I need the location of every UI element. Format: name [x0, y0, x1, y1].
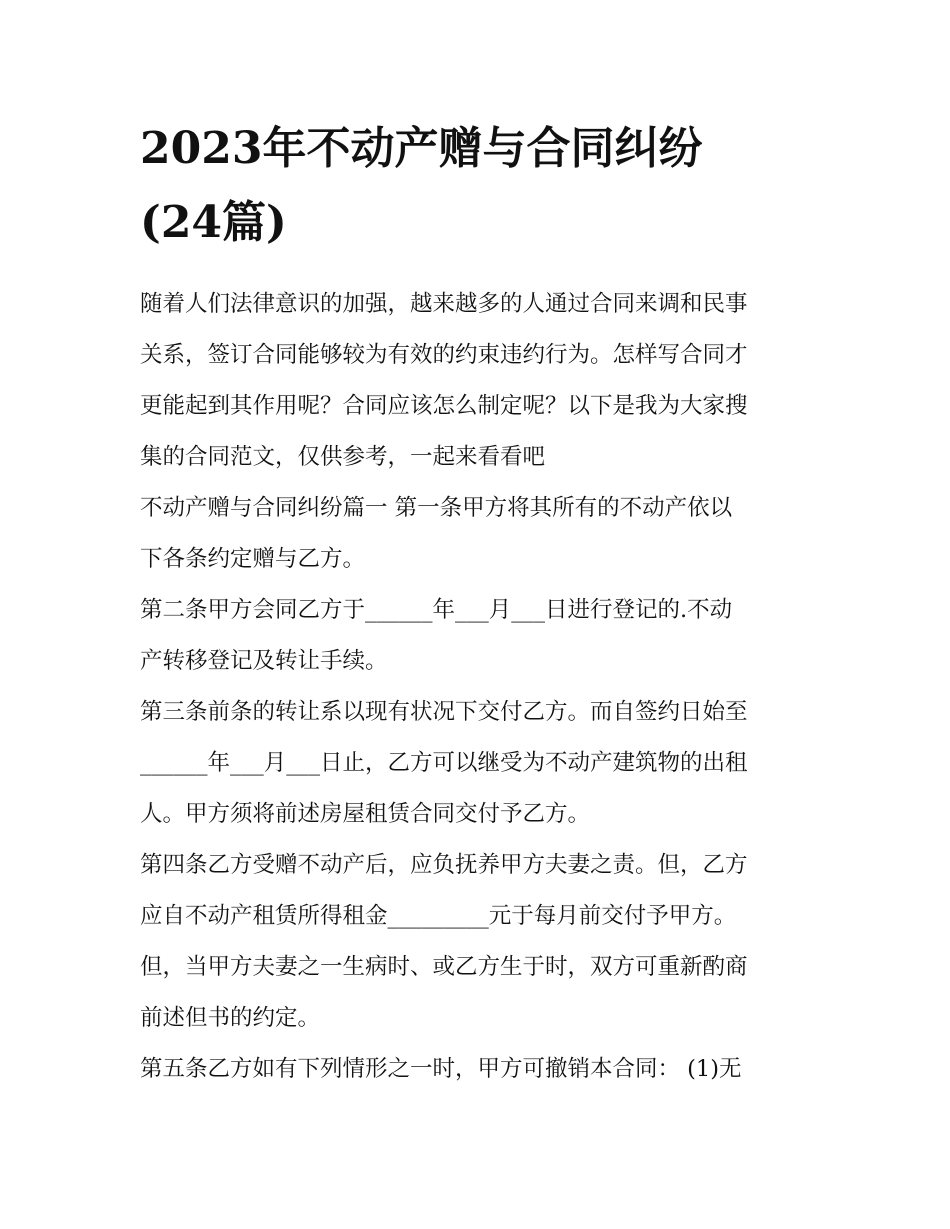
article-3-paragraph — [140, 687, 820, 840]
document-body — [140, 279, 820, 1095]
title-line: 2023年不动产赠与合同纠纷 — [140, 123, 703, 174]
article-2-paragraph — [140, 585, 820, 687]
intro-paragraph — [140, 279, 820, 483]
text-line: 第四条乙方受赠不动产后，应负抚养甲方夫妻之责。但，乙方 — [140, 852, 748, 878]
text-line: 第三条前条的转让系以现有状况下交付乙方。而自签约日始至 — [140, 699, 748, 725]
article-1-paragraph — [140, 483, 820, 585]
text-line: 产转移登记及转让手续。 — [140, 648, 388, 674]
text-line: 更能起到其作用呢？合同应该怎么制定呢？以下是我为大家搜 — [140, 393, 748, 419]
text-line: 关系，签订合同能够较为有效的约束违约行为。怎样写合同才 — [140, 342, 748, 368]
text-line: 但，当甲方夫妻之一生病时、或乙方生于时，双方可重新酌商 — [140, 954, 748, 980]
text-line: ______年___月___日止，乙方可以继受为不动产建筑物的出租 — [140, 750, 748, 776]
text-line: 第二条甲方会同乙方于______年___月___日进行登记的.不动 — [140, 597, 733, 623]
text-line: 人。甲方须将前述房屋租赁合同交付予乙方。 — [140, 801, 591, 827]
text-line: 不动产赠与合同纠纷篇一 第一条甲方将其所有的不动产依以 — [140, 495, 733, 521]
title-line: (24篇) — [140, 197, 287, 248]
article-5-paragraph — [140, 1044, 820, 1095]
text-line: 集的合同范文，仅供参考，一起来看看吧 — [140, 444, 546, 470]
article-4-paragraph — [140, 840, 820, 1044]
text-line: 下各条约定赠与乙方。 — [140, 546, 366, 572]
text-line: 应自不动产租赁所得租金_________元于每月前交付予甲方。 — [140, 903, 737, 929]
text-line: 第五条乙方如有下列情形之一时，甲方可撤销本合同： (1)无 — [140, 1056, 742, 1082]
text-line: 前述但书的约定。 — [140, 1005, 321, 1031]
text-line: 随着人们法律意识的加强，越来越多的人通过合同来调和民事 — [140, 291, 748, 317]
document-title — [140, 112, 820, 260]
